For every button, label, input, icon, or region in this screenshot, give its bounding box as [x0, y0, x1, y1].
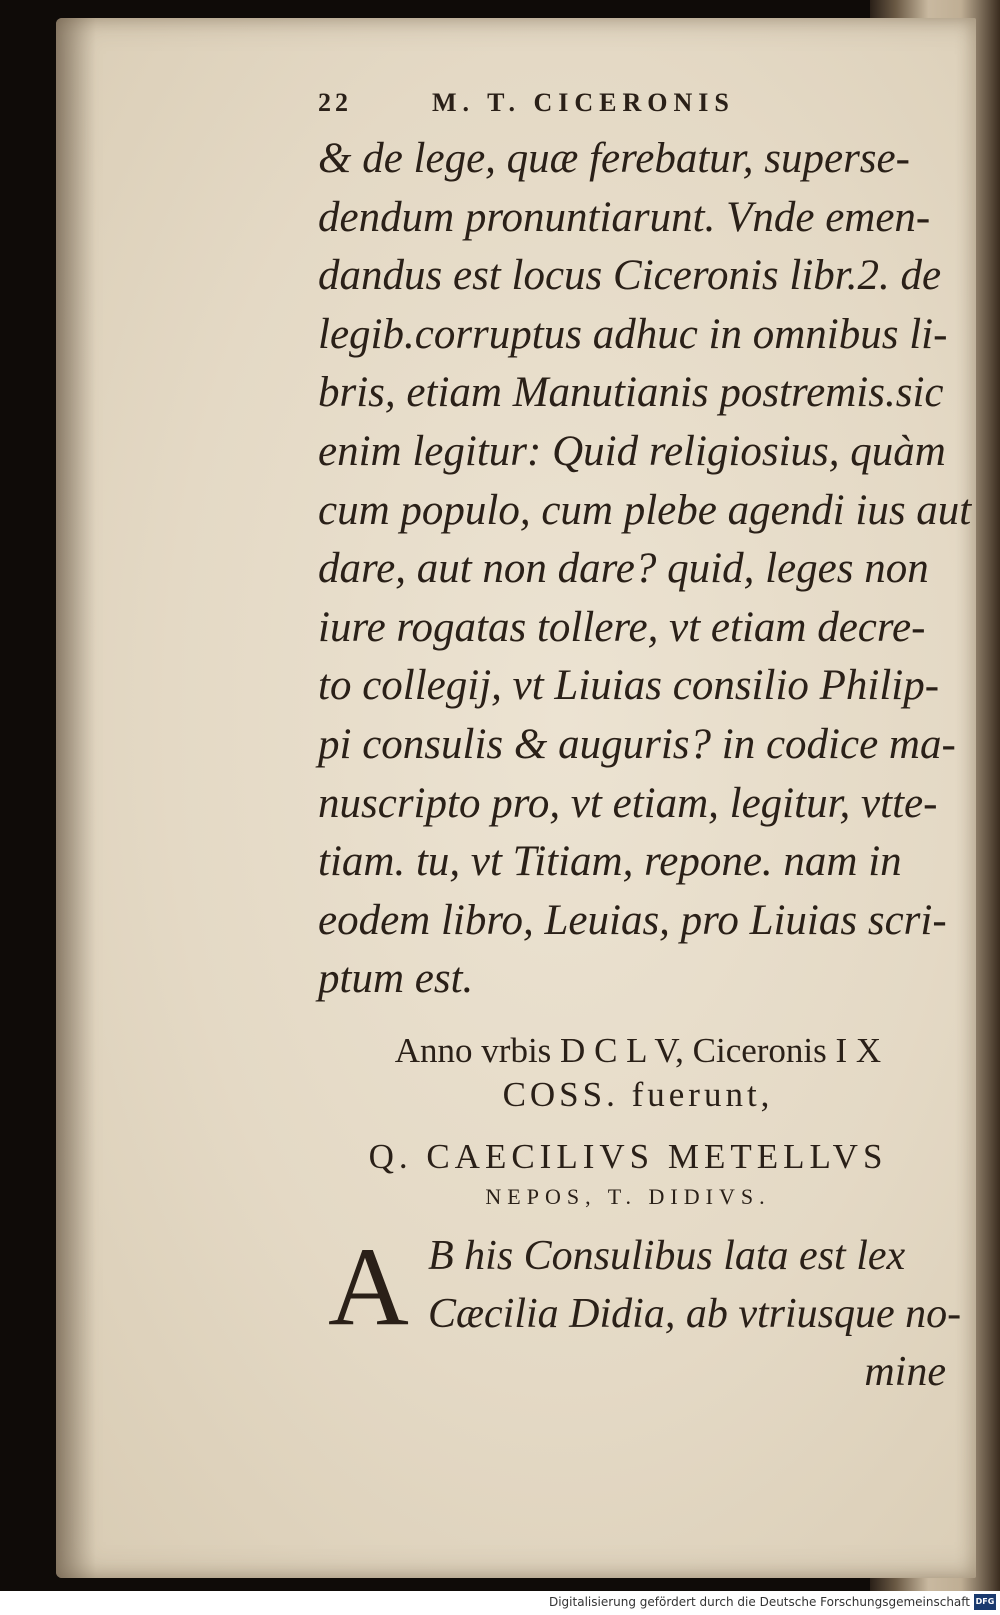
page-header [318, 88, 958, 126]
body-line: iure rogatas tollere, vt etiam decre- [318, 603, 926, 651]
body-line: dare, aut non dare? quid, leges non [318, 545, 929, 593]
body-line: eodem libro, Leuias, pro Liuias scri- [318, 896, 947, 944]
body-line: enim legitur: Quid religiosius, quàm [318, 427, 946, 475]
body-line: dendum pronuntiarunt. Vnde emen- [318, 193, 931, 241]
page-number: 22 [318, 88, 352, 117]
body-line: dandus est locus Ciceronis libr.2. de [318, 252, 942, 300]
footer-credit: Digitalisierung gefördert durch die Deutsche Forschungsgemeinschaft [548, 1595, 970, 1609]
body-line: legib.corruptus adhuc in omnibus li- [318, 310, 948, 358]
year-note-line: COSS. fuerunt, [502, 1074, 774, 1114]
body-line: bris, etiam Manutianis postremis.sic [318, 369, 944, 417]
body-line: ptum est. [318, 955, 474, 1003]
dfg-logo: DFG [974, 1594, 996, 1610]
year-note [338, 1029, 938, 1117]
opening-line: Cæcilia Didia, ab vtriusque no- [428, 1290, 962, 1337]
body-line: cum populo, cum plebe agendi ius aut [318, 486, 972, 534]
digitization-footer [0, 1591, 1000, 1615]
drop-cap: A [328, 1224, 409, 1349]
body-line: & de lege, quæ ferebatur, superse- [318, 135, 910, 182]
gutter-shadow [56, 18, 96, 1578]
catchword: mine [864, 1348, 946, 1395]
opening-line: B his Consulibus lata est lex [428, 1232, 906, 1279]
consuls-line: NEPOS, T. DIDIVS. [485, 1183, 771, 1209]
consuls-line: Q. CAECILIVS METELLVS [368, 1136, 888, 1176]
running-head: M. T. CICERONIS [432, 88, 735, 117]
body-line: to collegij, vt Liuias consilio Philip- [318, 662, 940, 710]
body-paragraph [318, 130, 972, 1009]
page-text-block [318, 88, 972, 1401]
body-line: tiam. tu, vt Titiam, repone. nam in [318, 838, 902, 886]
consuls-heading [318, 1135, 938, 1215]
opening-paragraph [318, 1224, 962, 1401]
year-note-line: Anno vrbis D C L V, Ciceronis I X [394, 1030, 882, 1070]
body-line: nuscripto pro, vt etiam, legitur, vtte- [318, 779, 938, 827]
body-line: pi consulis & auguris? in codice ma- [318, 720, 956, 768]
